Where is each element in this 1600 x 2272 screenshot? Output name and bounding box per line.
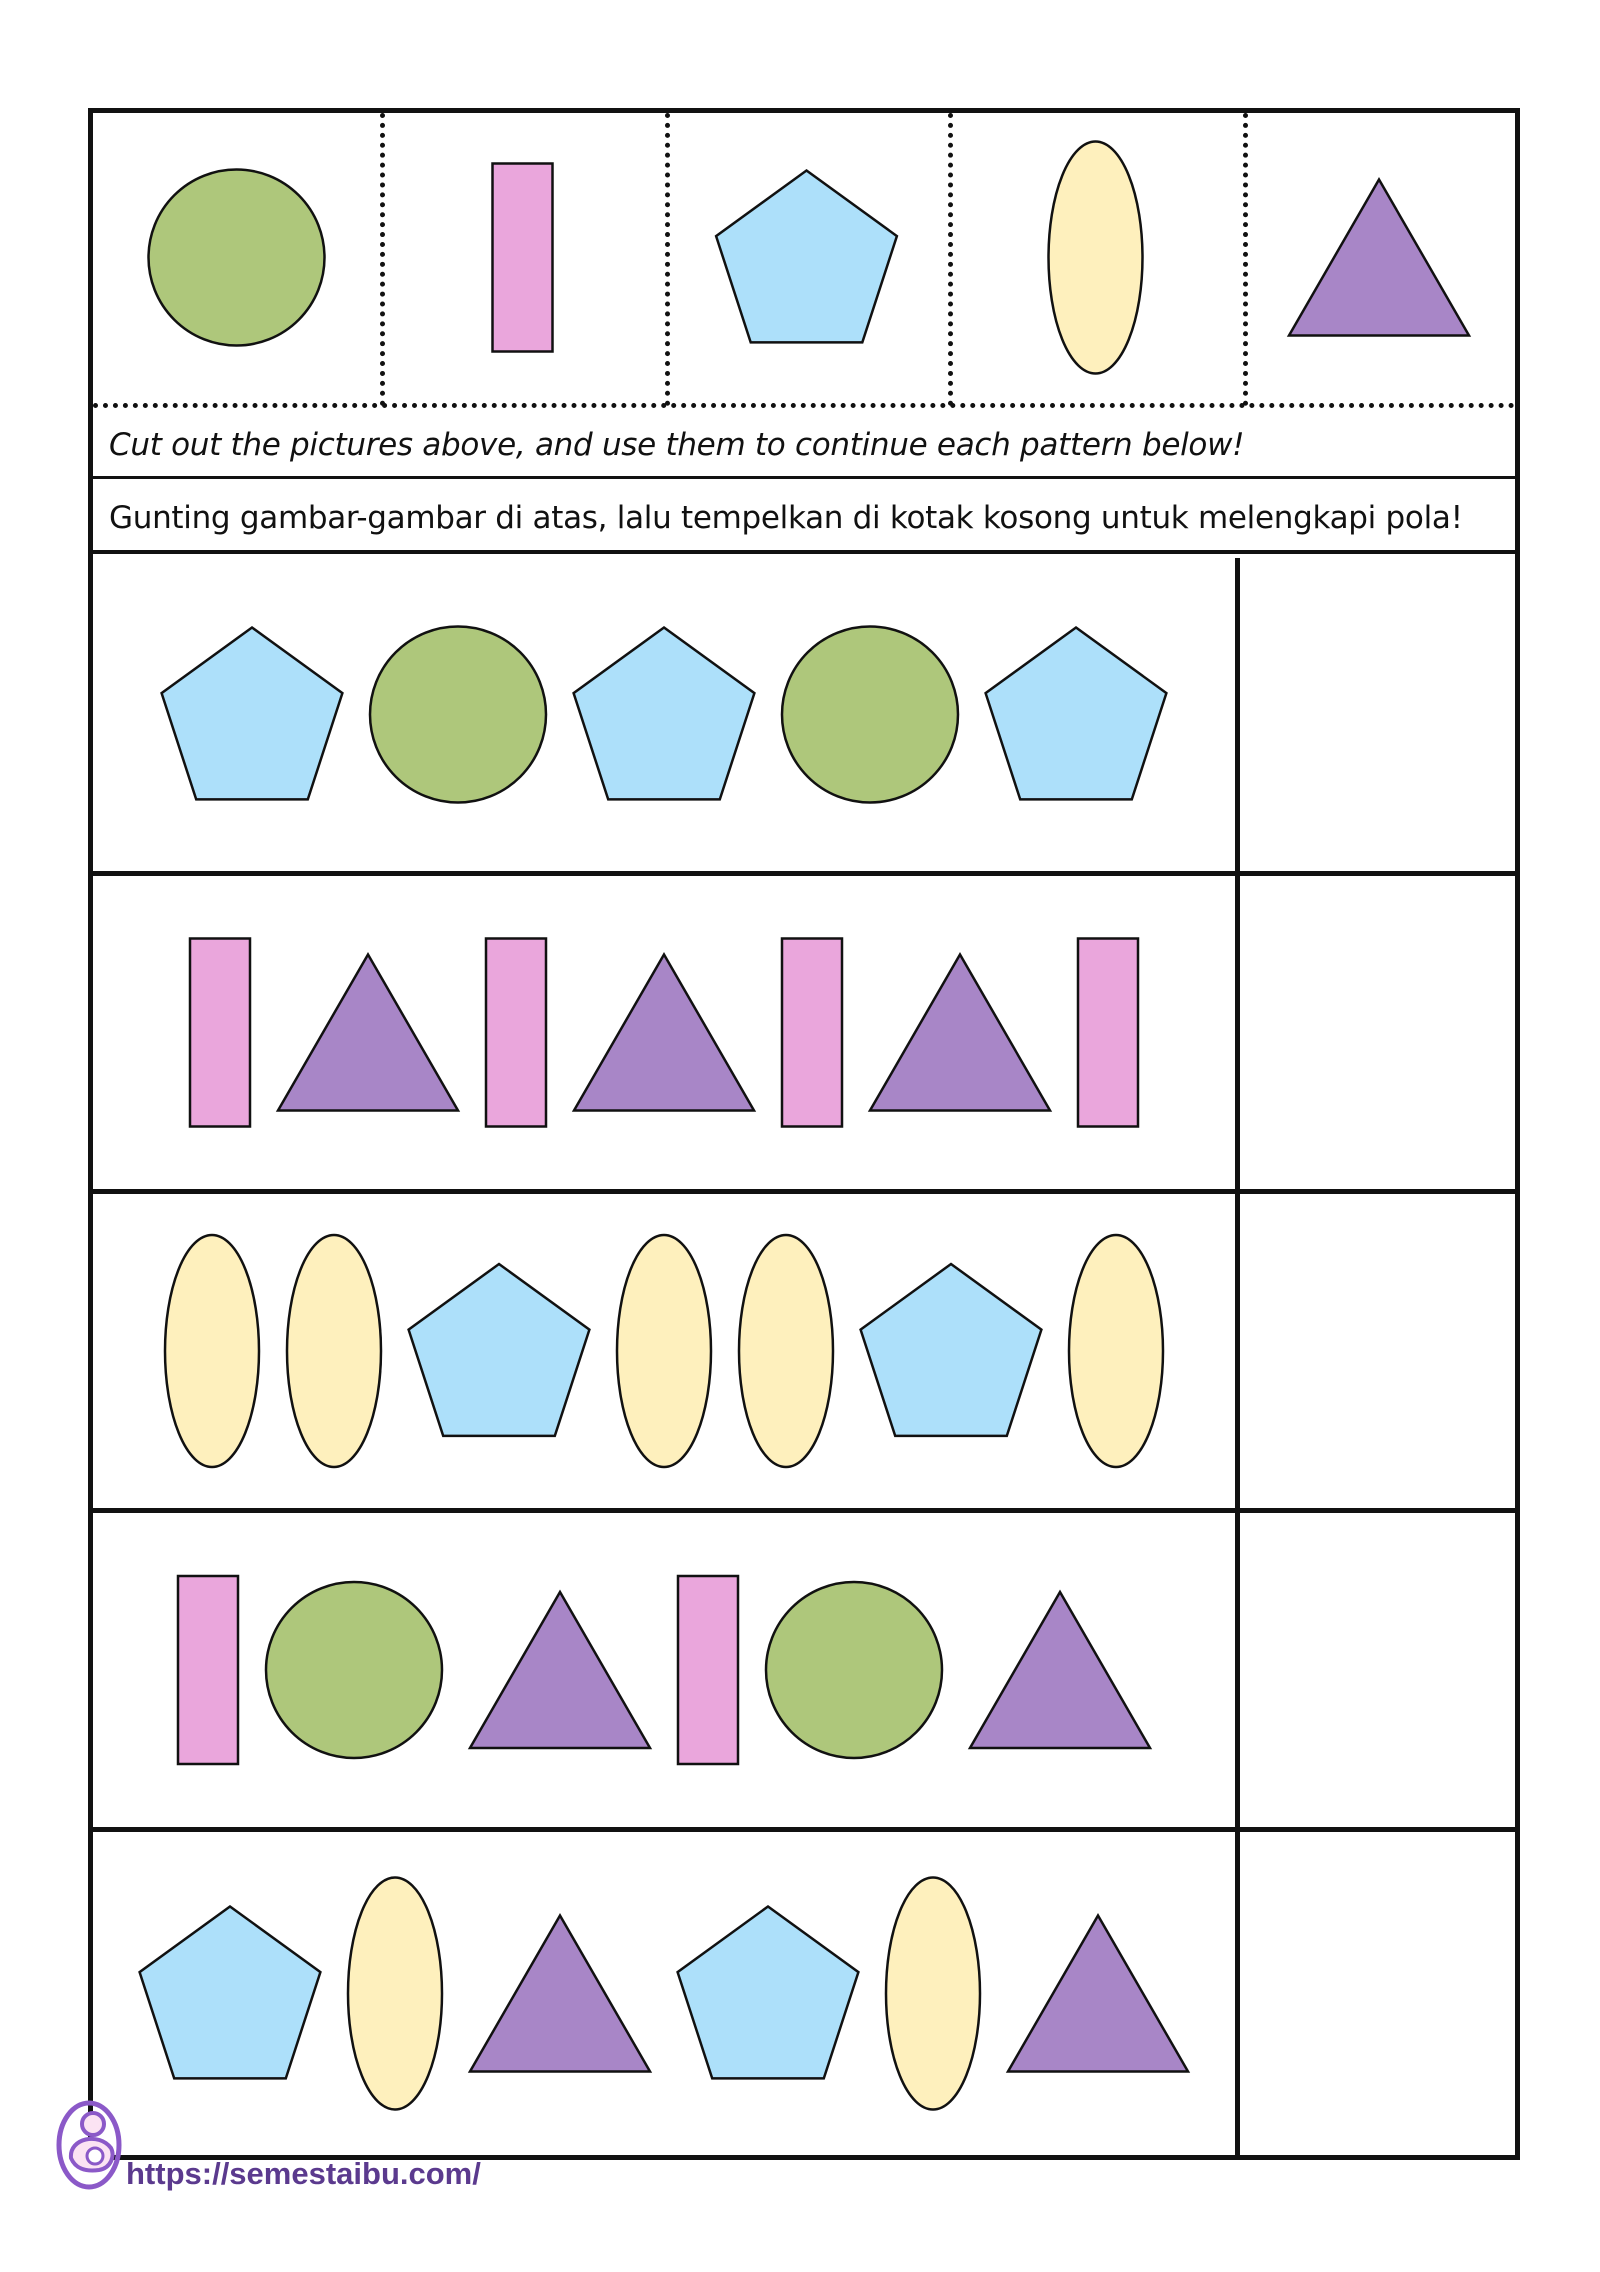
answer-box[interactable] xyxy=(1235,1832,1515,2155)
pattern-row-1 xyxy=(93,558,1515,871)
triangle-shape xyxy=(970,1592,1150,1748)
worksheet-frame xyxy=(88,108,1520,2160)
ellipse-shape xyxy=(886,1878,980,2110)
pattern-row-3 xyxy=(93,1194,1515,1508)
pentagon-shape xyxy=(140,1907,321,2079)
cut-line-vertical xyxy=(948,113,953,406)
ellipse-shape xyxy=(165,1235,259,1467)
pattern-row-4 xyxy=(93,1513,1515,1827)
pattern-shapes xyxy=(93,876,1235,1189)
pentagon-shape xyxy=(574,628,755,800)
ellipse-shape xyxy=(739,1235,833,1467)
rectangle-shape xyxy=(678,1576,738,1764)
cut-line-horizontal xyxy=(93,403,1515,408)
pattern-shapes xyxy=(93,1194,1235,1508)
circle-shape xyxy=(370,627,546,803)
cutout-shape xyxy=(948,113,1243,406)
answer-box[interactable] xyxy=(1235,1194,1515,1508)
ellipse-shape xyxy=(617,1235,711,1467)
cutout-shape xyxy=(665,113,948,406)
cutout-shape xyxy=(93,113,380,406)
circle-shape xyxy=(766,1582,942,1758)
cut-line-vertical xyxy=(1243,113,1248,406)
circle-shape xyxy=(782,627,958,803)
triangle-shape xyxy=(1008,1916,1188,2072)
pentagon-shape xyxy=(986,628,1167,800)
circle-shape xyxy=(266,1582,442,1758)
cut-line-vertical xyxy=(665,113,670,406)
answer-box[interactable] xyxy=(1235,558,1515,871)
triangle-shape xyxy=(470,1916,650,2072)
triangle-shape xyxy=(1289,180,1469,336)
triangle-shape xyxy=(574,955,754,1111)
footer-url[interactable]: https://semestaibu.com/ xyxy=(126,2156,481,2191)
cutout-cell-circle[interactable] xyxy=(93,113,380,406)
pattern-shapes xyxy=(93,558,1235,871)
answer-box[interactable] xyxy=(1235,876,1515,1189)
rectangle-shape xyxy=(190,939,250,1127)
pentagon-shape xyxy=(409,1264,590,1436)
answer-box[interactable] xyxy=(1235,1513,1515,1827)
pentagon-shape xyxy=(716,171,897,343)
pattern-shapes xyxy=(93,1832,1235,2155)
ellipse-shape xyxy=(348,1878,442,2110)
rectangle-shape xyxy=(486,939,546,1127)
semestaibu-logo xyxy=(55,2098,131,2192)
circle-shape xyxy=(149,170,325,346)
cutout-cell-triangle[interactable] xyxy=(1243,113,1515,406)
pattern-shapes xyxy=(93,1513,1235,1827)
triangle-shape xyxy=(870,955,1050,1111)
cutout-cell-rectangle[interactable] xyxy=(380,113,665,406)
pentagon-shape xyxy=(162,628,343,800)
pentagon-shape xyxy=(861,1264,1042,1436)
cutout-row xyxy=(93,113,1515,406)
cut-line-vertical xyxy=(380,113,385,406)
rectangle-shape xyxy=(493,164,553,352)
ellipse-shape xyxy=(1069,1235,1163,1467)
rectangle-shape xyxy=(1078,939,1138,1127)
ellipse-shape xyxy=(287,1235,381,1467)
triangle-shape xyxy=(278,955,458,1111)
cutout-shape xyxy=(1243,113,1515,406)
instruction-english: Cut out the pictures above, and use them to continue each pattern below! xyxy=(93,411,1515,479)
instruction-indonesian: Gunting gambar-gambar di atas, lalu tempelkan di kotak kosong untuk melengkapi pola! xyxy=(93,482,1515,554)
cutout-shape xyxy=(380,113,665,406)
pattern-row-5 xyxy=(93,1832,1515,2155)
triangle-shape xyxy=(470,1592,650,1748)
rectangle-shape xyxy=(178,1576,238,1764)
cutout-cell-pentagon[interactable] xyxy=(665,113,948,406)
pattern-row-2 xyxy=(93,876,1515,1189)
pentagon-shape xyxy=(678,1907,859,2079)
cutout-cell-ellipse[interactable] xyxy=(948,113,1243,406)
rectangle-shape xyxy=(782,939,842,1127)
ellipse-shape xyxy=(1049,142,1143,374)
